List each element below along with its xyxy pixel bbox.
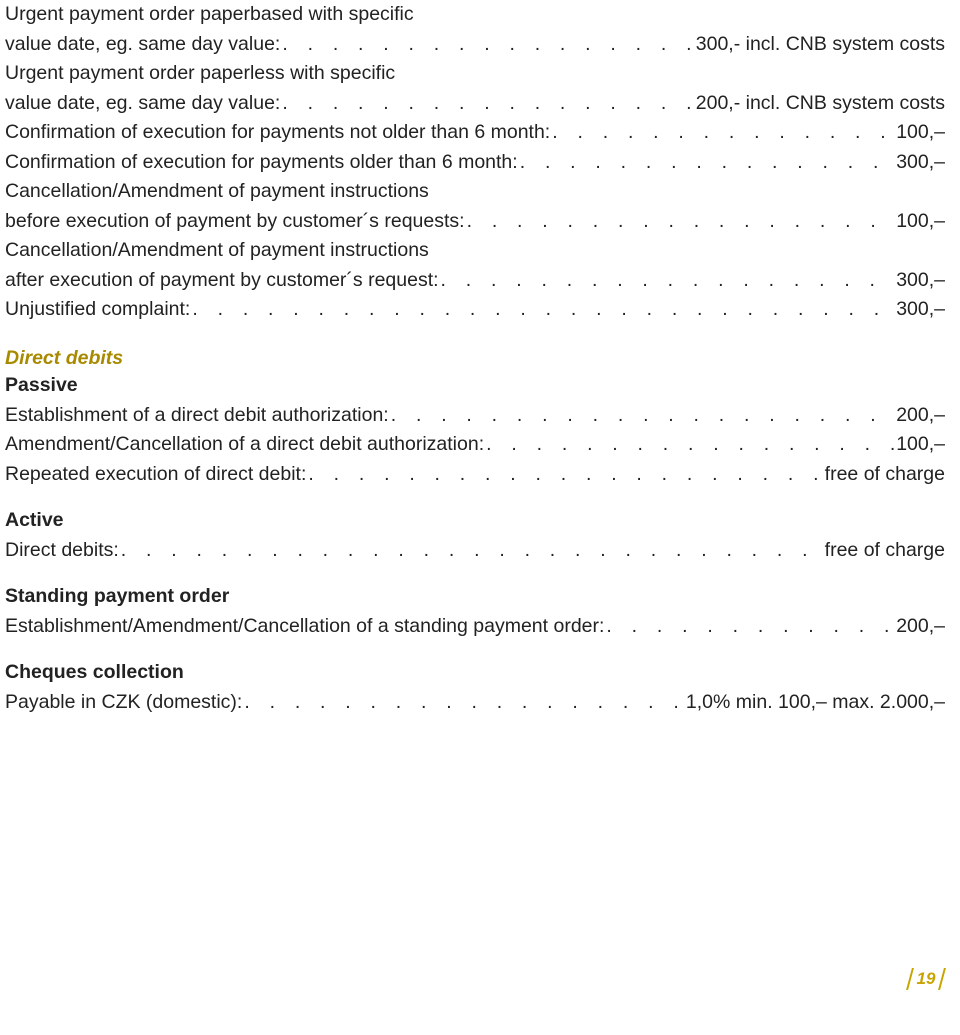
urgent-paperless-line1: Urgent payment order paperless with specific: [5, 62, 396, 84]
section-title-direct-debits: Direct debits: [5, 346, 124, 369]
fee-label: Unjustified complaint:: [5, 298, 191, 320]
fee-value: 200,–: [896, 614, 945, 637]
fee-label: value date, eg. same day value:: [5, 32, 281, 55]
urgent-paperbased-line1: Urgent payment order paperbased with specific: [5, 3, 414, 25]
fee-row-urgent-paperless: [5, 89, 945, 119]
fee-row-complaint: [5, 295, 945, 325]
dot-leader: [486, 430, 894, 460]
fee-label: Payable in CZK (domestic):: [5, 690, 243, 713]
fee-row-dd-repeated: [5, 460, 945, 490]
cancel-before-line1: Cancellation/Amendment of payment instructions: [5, 180, 429, 202]
page-number: [900, 964, 952, 994]
dot-leader: [606, 612, 894, 642]
fee-value: 200,–: [896, 403, 945, 426]
fee-value: 100,–: [896, 121, 945, 143]
fee-row-dd-establish: [5, 401, 945, 431]
fee-value: 100,–: [896, 209, 945, 232]
fee-label: value date, eg. same day value:: [5, 91, 281, 114]
fee-value: 300,–: [896, 268, 945, 291]
fee-row-urgent-paperbased: [5, 30, 945, 60]
dot-leader: [121, 536, 823, 566]
fee-label: before execution of payment by customer´s requests:: [5, 209, 465, 232]
subheading-standing-order: Standing payment order: [5, 585, 230, 607]
fee-label: Amendment/Cancellation of a direct debit authorization:: [5, 433, 485, 455]
dot-leader: [391, 401, 894, 431]
fee-row-confirm-old: [5, 148, 945, 178]
fee-value: 100,–: [896, 433, 945, 455]
fee-row-cancel-before: [5, 207, 945, 237]
page-number-left-bar: [906, 968, 914, 990]
fee-value: 300,- incl. CNB system costs: [695, 32, 945, 55]
fee-row-confirm-recent: [5, 118, 945, 148]
fee-row-standing-order: [5, 612, 945, 642]
subheading-cheques: Cheques collection: [5, 661, 184, 683]
fee-label: after execution of payment by customer´s request:: [5, 268, 439, 291]
fee-row-dd-active: [5, 536, 945, 566]
fee-row-cheques: [5, 688, 945, 718]
subheading-active: Active: [5, 509, 64, 531]
fee-value: free of charge: [824, 462, 945, 485]
dot-leader: [308, 460, 822, 490]
dot-leader: [467, 207, 895, 237]
fee-value: 200,- incl. CNB system costs: [695, 91, 945, 114]
fee-value: 300,–: [896, 150, 945, 173]
fee-label: Direct debits:: [5, 538, 119, 561]
fee-label: Repeated execution of direct debit:: [5, 462, 307, 485]
dot-leader: [520, 148, 894, 178]
fee-label: Establishment of a direct debit authorization:: [5, 403, 389, 426]
fee-row-dd-amend: [5, 430, 945, 460]
dot-leader: [282, 30, 693, 60]
dot-leader: [192, 295, 894, 325]
fee-value: free of charge: [824, 538, 945, 561]
dot-leader: [282, 89, 693, 119]
page-number-text: 19: [916, 969, 936, 988]
fee-label: Confirmation of execution for payments not older than 6 month:: [5, 121, 551, 143]
fee-list-page: [5, 0, 945, 717]
dot-leader: [441, 266, 895, 296]
cancel-after-line1: Cancellation/Amendment of payment instructions: [5, 239, 429, 261]
fee-value: 300,–: [896, 298, 945, 320]
fee-label: Establishment/Amendment/Cancellation of a standing payment order:: [5, 614, 605, 637]
page-number-right-bar: [939, 968, 947, 990]
subheading-passive: Passive: [5, 374, 78, 396]
fee-label: Confirmation of execution for payments older than 6 month:: [5, 150, 518, 173]
dot-leader: [552, 118, 894, 148]
dot-leader: [244, 688, 684, 718]
fee-row-cancel-after: [5, 266, 945, 296]
fee-value: 1,0% min. 100,– max. 2.000,–: [685, 690, 945, 713]
